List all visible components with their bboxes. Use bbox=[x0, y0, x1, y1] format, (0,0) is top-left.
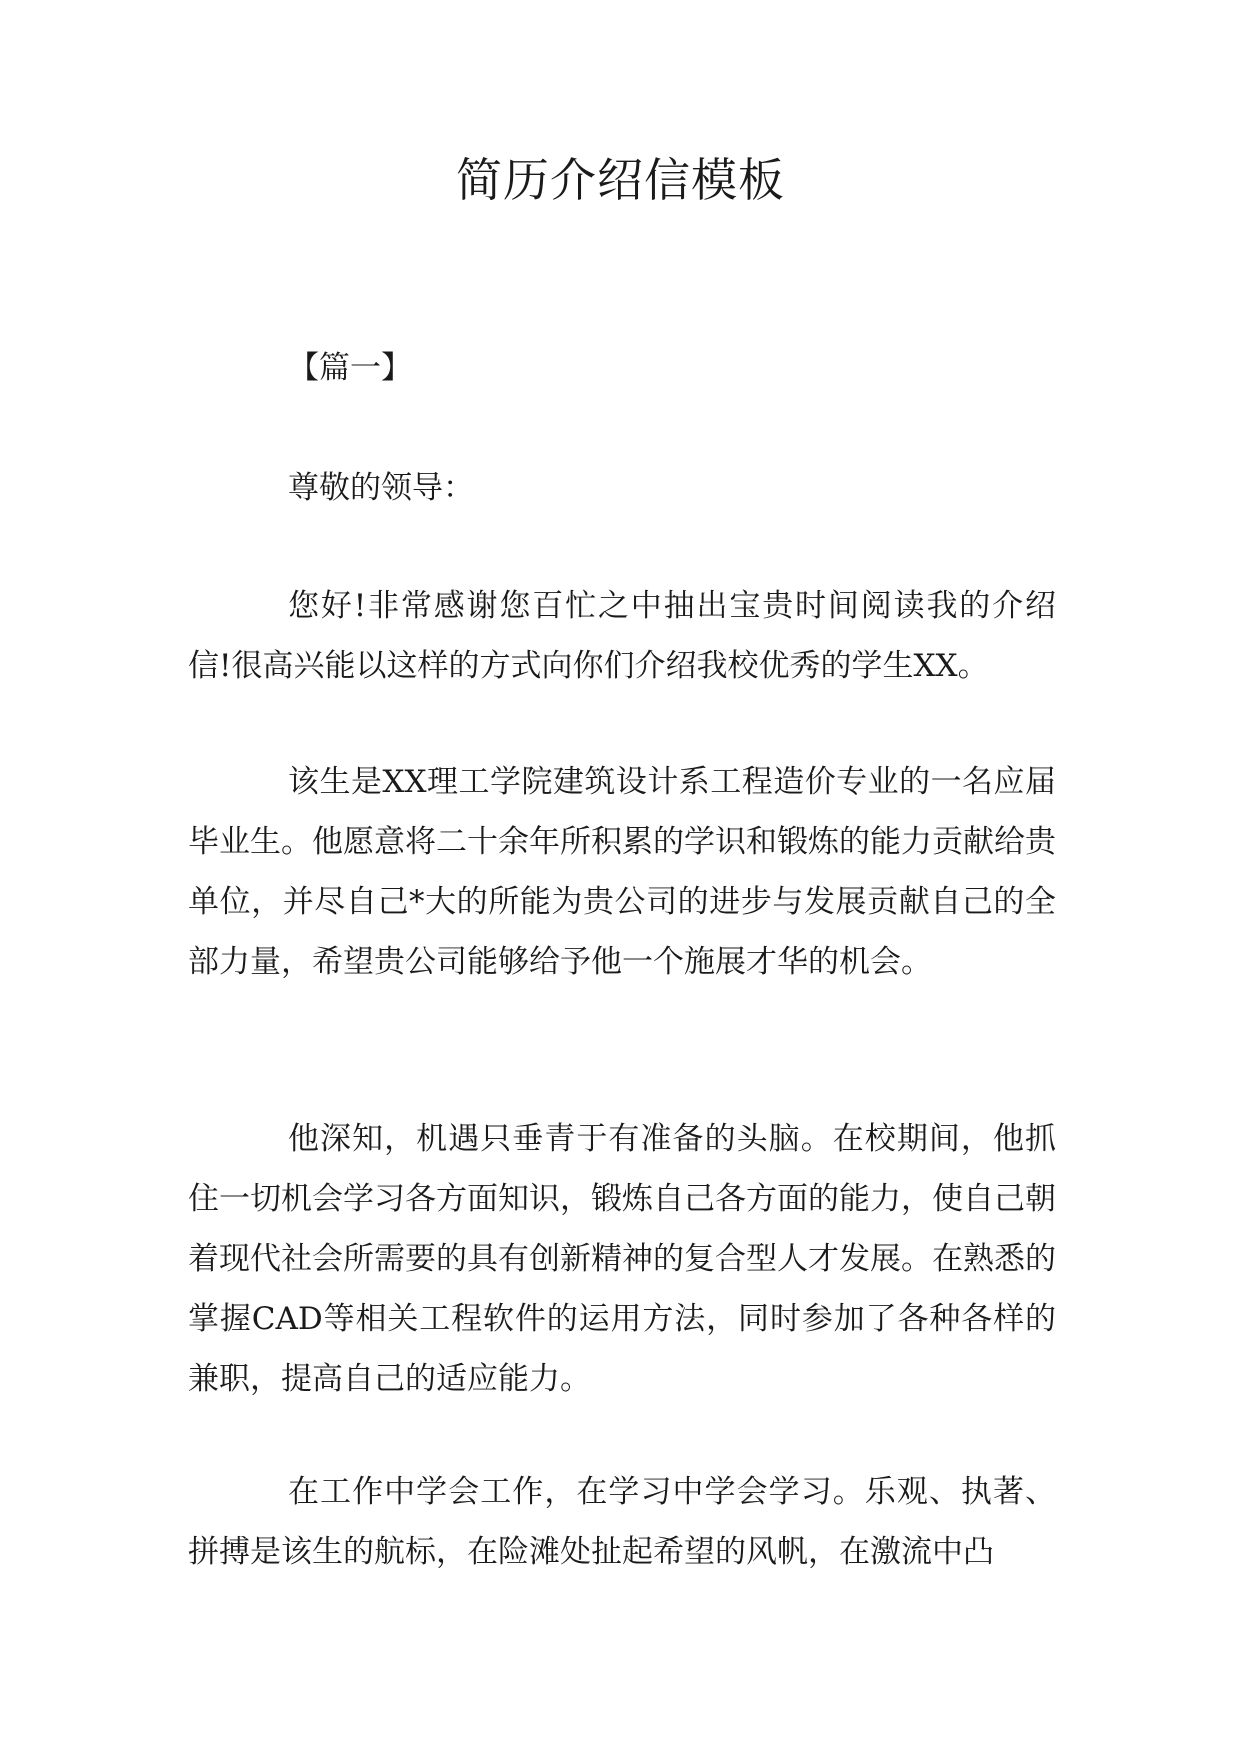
greeting: 尊敬的领导： bbox=[288, 470, 474, 506]
paragraph-2: 该生是XX理工学院建筑设计系工程造价专业的一名应届毕业生。他愿意将二十余年所积累的学识和锻炼的能力贡献给贵单位，并尽自己*大的所能为贵公司的进步与发展贡献自己的全部力量，希望贵公司能够给予他一个施展才华的机会。 bbox=[188, 764, 1056, 980]
paragraph-1: 您好!非常感谢您百忙之中抽出宝贵时间阅读我的介绍信!很高兴能以这样的方式向你们介绍我校优秀的学生XX。 bbox=[188, 588, 1056, 684]
paragraph-3: 他深知，机遇只垂青于有准备的头脑。在校期间，他抓住一切机会学习各方面知识，锻炼自己各方面的能力，使自己朝着现代社会所需要的具有创新精神的复合型人才发展。在熟悉的掌握CAD等相关工程软件的运用方法，同时参加了各种各样的兼职，提高自己的适应能力。 bbox=[188, 1121, 1056, 1397]
section-label: 【篇一】 bbox=[288, 350, 412, 386]
paragraph-4: 在工作中学会工作，在学习中学会学习。乐观、执著、拼搏是该生的航标，在险滩处扯起希望的风帆，在激流中凸 bbox=[188, 1474, 1056, 1570]
document-title: 简历介绍信模板 bbox=[456, 153, 785, 207]
